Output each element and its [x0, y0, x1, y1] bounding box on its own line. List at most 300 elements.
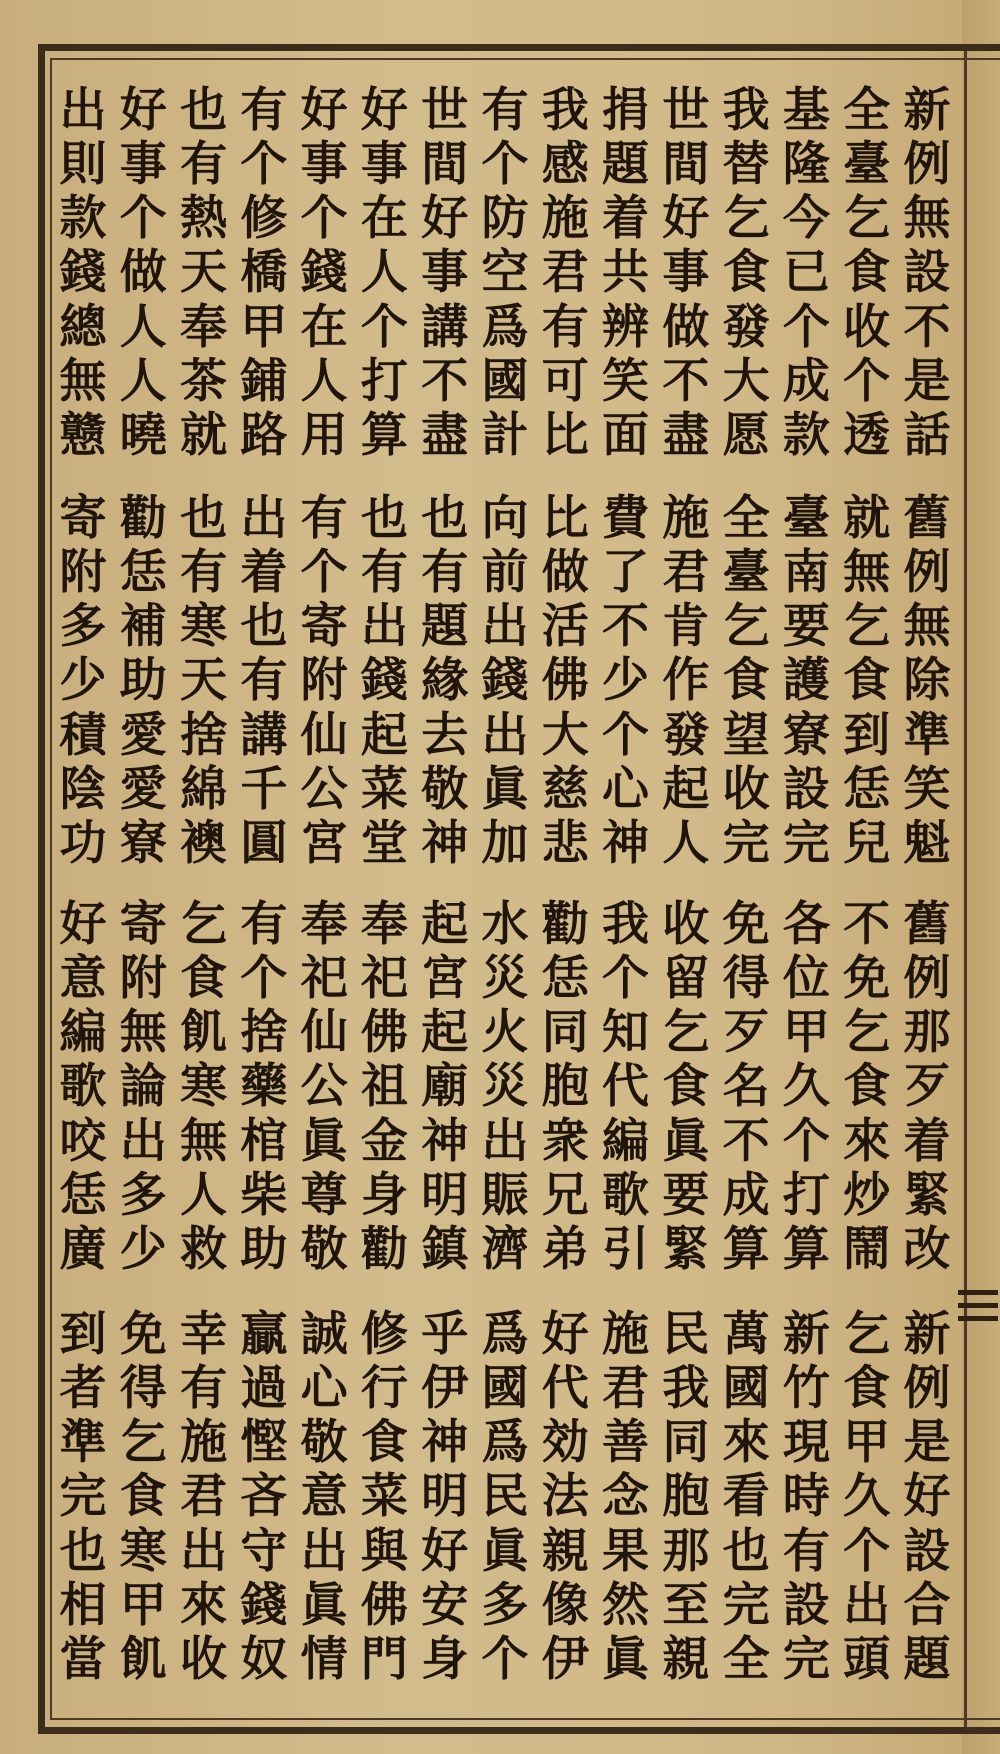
glyph: 笑: [602, 353, 650, 409]
glyph: 款: [782, 407, 830, 463]
glyph: 感: [541, 137, 589, 193]
page-marker-stroke: [958, 1303, 998, 1308]
glyph: 陰: [59, 761, 107, 817]
glyph: 个: [360, 299, 408, 355]
verse-column: [537, 491, 593, 871]
glyph: 意: [59, 951, 107, 1007]
glyph: 奴: [240, 1631, 288, 1687]
glyph: 國: [722, 1361, 770, 1417]
glyph: 食: [360, 1415, 408, 1471]
verse-column: [115, 491, 171, 871]
glyph: 事: [360, 137, 408, 193]
glyph: 有: [421, 545, 469, 601]
glyph: 助: [119, 653, 167, 709]
glyph: 緊: [903, 1167, 951, 1223]
glyph: 名: [722, 1059, 770, 1115]
glyph: 廣: [59, 1221, 107, 1277]
verse-column: [598, 897, 654, 1277]
glyph: 个: [843, 1523, 891, 1579]
glyph: 也: [180, 83, 228, 138]
glyph: 施: [602, 1307, 650, 1362]
glyph: 那: [903, 1005, 951, 1061]
glyph: 乞: [119, 1415, 167, 1471]
glyph: 乞: [662, 1005, 710, 1061]
glyph: 緣: [421, 653, 469, 709]
glyph: 笑: [903, 761, 951, 817]
glyph: 人: [119, 299, 167, 355]
glyph: 有: [240, 653, 288, 709]
glyph: 完: [782, 1631, 830, 1687]
glyph: 善: [602, 1415, 650, 1471]
glyph: 舊: [903, 491, 951, 546]
glyph: 眞: [300, 1113, 348, 1169]
glyph: 爲: [481, 299, 529, 355]
glyph: 完: [722, 815, 770, 871]
edge-rule: [964, 44, 967, 1734]
glyph: 出: [180, 1523, 228, 1579]
verse-column: [417, 1307, 473, 1687]
verse-column: [899, 1307, 955, 1687]
glyph: 食: [843, 1361, 891, 1417]
glyph: 堂: [360, 815, 408, 871]
glyph: 成: [782, 353, 830, 409]
glyph: 奉: [360, 897, 408, 952]
glyph: 食: [119, 1469, 167, 1525]
glyph: 題: [903, 1631, 951, 1687]
glyph: 去: [421, 707, 469, 763]
glyph: 好: [421, 191, 469, 247]
glyph: 果: [602, 1523, 650, 1579]
glyph: 寒: [180, 1059, 228, 1115]
verse-column: [417, 83, 473, 463]
glyph: 乞: [180, 897, 228, 952]
verse-column: [417, 897, 473, 1277]
glyph: 个: [481, 137, 529, 193]
glyph: 好: [662, 191, 710, 247]
glyph: 與: [360, 1523, 408, 1579]
glyph: 錢: [59, 245, 107, 301]
glyph: 錢: [360, 653, 408, 709]
verse-column: [537, 83, 593, 463]
glyph: 也: [360, 491, 408, 546]
glyph: 好: [59, 897, 107, 952]
glyph: 無: [843, 545, 891, 601]
glyph: 个: [240, 951, 288, 1007]
glyph: 有: [541, 299, 589, 355]
verse-column: [236, 1307, 292, 1687]
verse-column: [356, 1307, 412, 1687]
verse-column: [356, 491, 412, 871]
glyph: 者: [59, 1361, 107, 1417]
glyph: 是: [903, 353, 951, 409]
glyph: 棺: [240, 1113, 288, 1169]
glyph: 佛: [541, 653, 589, 709]
glyph: 講: [421, 299, 469, 355]
glyph: 新: [903, 1307, 951, 1362]
glyph: 个: [481, 1631, 529, 1687]
glyph: 多: [119, 1167, 167, 1223]
glyph: 个: [782, 299, 830, 355]
glyph: 親: [662, 1631, 710, 1687]
glyph: 綿: [180, 761, 228, 817]
verse-column: [839, 1307, 895, 1687]
glyph: 恁: [119, 545, 167, 601]
glyph: 神: [602, 815, 650, 871]
glyph: 肯: [662, 599, 710, 655]
glyph: 勸: [541, 897, 589, 952]
verse-column: [899, 897, 955, 1277]
verse-column: [477, 83, 533, 463]
frame-top-rule: [38, 44, 1000, 51]
glyph: 鋪: [240, 353, 288, 409]
glyph: 我: [662, 1361, 710, 1417]
glyph: 無: [59, 353, 107, 409]
verse-column: [55, 1307, 111, 1687]
glyph: 仙: [300, 707, 348, 763]
verse-column: [477, 1307, 533, 1687]
glyph: 到: [843, 707, 891, 763]
glyph: 歹: [722, 1005, 770, 1061]
glyph: 準: [59, 1415, 107, 1471]
glyph: 比: [541, 407, 589, 463]
glyph: 事: [421, 245, 469, 301]
glyph: 戆: [59, 407, 107, 463]
glyph: 乞: [843, 599, 891, 655]
glyph: 火: [481, 1005, 529, 1061]
glyph: 護: [782, 653, 830, 709]
glyph: 熱: [180, 191, 228, 247]
glyph: 食: [843, 245, 891, 301]
glyph: 起: [421, 1005, 469, 1061]
glyph: 捨: [180, 707, 228, 763]
glyph: 事: [119, 137, 167, 193]
glyph: 成: [722, 1167, 770, 1223]
verse-column: [778, 897, 834, 1277]
glyph: 附: [119, 951, 167, 1007]
glyph: 施: [662, 491, 710, 546]
glyph: 錢: [240, 1577, 288, 1633]
glyph: 好: [421, 1523, 469, 1579]
glyph: 神: [421, 815, 469, 871]
glyph: 完: [722, 1577, 770, 1633]
glyph: 不: [662, 353, 710, 409]
glyph: 人: [119, 353, 167, 409]
glyph: 算: [722, 1221, 770, 1277]
verse-column: [839, 897, 895, 1277]
glyph: 舊: [903, 897, 951, 952]
verse-column: [658, 83, 714, 463]
glyph: 好: [119, 83, 167, 138]
verse-column: [477, 491, 533, 871]
glyph: 臺: [843, 137, 891, 193]
glyph: 歹: [903, 1059, 951, 1115]
glyph: 收: [722, 761, 770, 817]
glyph: 改: [903, 1221, 951, 1277]
verse-column: [778, 1307, 834, 1687]
glyph: 合: [903, 1577, 951, 1633]
glyph: 飢: [119, 1631, 167, 1687]
glyph: 可: [541, 353, 589, 409]
glyph: 題: [602, 137, 650, 193]
glyph: 恁: [843, 761, 891, 817]
verse-column: [55, 83, 111, 463]
verse-column: [356, 83, 412, 463]
verse-block-3: [55, 897, 955, 1277]
glyph: 久: [782, 1059, 830, 1115]
glyph: 事: [662, 245, 710, 301]
glyph: 大: [541, 707, 589, 763]
glyph: 个: [300, 191, 348, 247]
glyph: 透: [843, 407, 891, 463]
page-marker: [955, 1290, 1000, 1321]
glyph: 設: [903, 1523, 951, 1579]
glyph: 就: [180, 407, 228, 463]
glyph: 補: [119, 599, 167, 655]
glyph: 講: [240, 707, 288, 763]
glyph: 那: [662, 1523, 710, 1579]
glyph: 好: [300, 83, 348, 138]
glyph: 心: [602, 761, 650, 817]
glyph: 眞: [481, 1523, 529, 1579]
glyph: 鬧: [843, 1221, 891, 1277]
glyph: 話: [903, 407, 951, 463]
glyph: 恁: [59, 1167, 107, 1223]
glyph: 襖: [180, 815, 228, 871]
glyph: 設: [782, 1577, 830, 1633]
glyph: 論: [119, 1059, 167, 1115]
glyph: 眞: [300, 1577, 348, 1633]
verse-column: [778, 83, 834, 463]
glyph: 題: [421, 599, 469, 655]
glyph: 食: [722, 653, 770, 709]
glyph: 準: [903, 707, 951, 763]
glyph: 了: [602, 545, 650, 601]
glyph: 竹: [782, 1361, 830, 1417]
verse-column: [839, 83, 895, 463]
glyph: 賑: [481, 1167, 529, 1223]
glyph: 民: [481, 1469, 529, 1525]
glyph: 民: [662, 1307, 710, 1362]
page-marker-stroke: [958, 1316, 998, 1321]
glyph: 情: [300, 1631, 348, 1687]
glyph: 盡: [421, 407, 469, 463]
glyph: 兄: [541, 1167, 589, 1223]
glyph: 新: [903, 83, 951, 138]
glyph: 無: [903, 191, 951, 247]
glyph: 贏: [240, 1307, 288, 1362]
glyph: 緊: [662, 1221, 710, 1277]
glyph: 引: [602, 1221, 650, 1277]
glyph: 着: [602, 191, 650, 247]
glyph: 寮: [782, 707, 830, 763]
glyph: 算: [782, 1221, 830, 1277]
glyph: 南: [782, 545, 830, 601]
glyph: 眞: [481, 761, 529, 817]
glyph: 我: [722, 83, 770, 138]
glyph: 甲: [843, 1415, 891, 1471]
glyph: 有: [180, 545, 228, 601]
verse-column: [598, 83, 654, 463]
verse-column: [296, 83, 352, 463]
glyph: 人: [180, 1167, 228, 1223]
verse-column: [598, 1307, 654, 1687]
glyph: 各: [782, 897, 830, 952]
glyph: 食: [843, 653, 891, 709]
glyph: 佛: [360, 1005, 408, 1061]
glyph: 是: [903, 1415, 951, 1471]
glyph: 出: [481, 599, 529, 655]
glyph: 出: [360, 599, 408, 655]
glyph: 親: [541, 1523, 589, 1579]
glyph: 人: [360, 245, 408, 301]
glyph: 弟: [541, 1221, 589, 1277]
glyph: 臺: [722, 545, 770, 601]
glyph: 像: [541, 1577, 589, 1633]
glyph: 施: [541, 191, 589, 247]
glyph: 甲: [782, 1005, 830, 1061]
glyph: 出: [481, 707, 529, 763]
glyph: 款: [59, 191, 107, 247]
glyph: 水: [481, 897, 529, 952]
verse-column: [55, 491, 111, 871]
glyph: 勸: [360, 1221, 408, 1277]
glyph: 廟: [421, 1059, 469, 1115]
glyph: 隆: [782, 137, 830, 193]
glyph: 代: [541, 1361, 589, 1417]
verse-column: [537, 897, 593, 1277]
glyph: 好: [360, 83, 408, 138]
glyph: 个: [119, 191, 167, 247]
glyph: 人: [300, 353, 348, 409]
glyph: 公: [300, 1059, 348, 1115]
glyph: 活: [541, 599, 589, 655]
glyph: 大: [722, 353, 770, 409]
glyph: 世: [662, 83, 710, 138]
glyph: 多: [59, 599, 107, 655]
verse-column: [718, 897, 774, 1277]
glyph: 歌: [59, 1059, 107, 1115]
glyph: 金: [360, 1113, 408, 1169]
glyph: 留: [662, 951, 710, 1007]
glyph: 个: [602, 707, 650, 763]
glyph: 前: [481, 545, 529, 601]
glyph: 路: [240, 407, 288, 463]
glyph: 看: [722, 1469, 770, 1525]
inner-left-rule: [50, 58, 52, 1720]
verse-column: [296, 491, 352, 871]
glyph: 我: [541, 83, 589, 138]
glyph: 有: [240, 83, 288, 138]
glyph: 千: [240, 761, 288, 817]
glyph: 誠: [300, 1307, 348, 1362]
glyph: 甲: [240, 299, 288, 355]
glyph: 編: [602, 1113, 650, 1169]
glyph: 少: [602, 653, 650, 709]
glyph: 藥: [240, 1059, 288, 1115]
glyph: 無: [180, 1113, 228, 1169]
glyph: 免: [722, 897, 770, 952]
glyph: 宮: [300, 815, 348, 871]
glyph: 附: [59, 545, 107, 601]
glyph: 過: [240, 1361, 288, 1417]
glyph: 現: [782, 1415, 830, 1471]
glyph: 尊: [300, 1167, 348, 1223]
glyph: 着: [240, 545, 288, 601]
glyph: 起: [662, 761, 710, 817]
verse-column: [899, 491, 955, 871]
glyph: 救: [180, 1221, 228, 1277]
glyph: 敬: [300, 1221, 348, 1277]
glyph: 菜: [360, 761, 408, 817]
glyph: 不: [602, 599, 650, 655]
glyph: 天: [180, 245, 228, 301]
glyph: 打: [782, 1167, 830, 1223]
glyph: 歌: [602, 1167, 650, 1223]
glyph: 食: [843, 1059, 891, 1115]
glyph: 明: [421, 1469, 469, 1525]
glyph: 鎮: [421, 1221, 469, 1277]
glyph: 柴: [240, 1167, 288, 1223]
glyph: 天: [180, 653, 228, 709]
glyph: 用: [300, 407, 348, 463]
frame-left-rule: [38, 44, 45, 1734]
glyph: 除: [903, 653, 951, 709]
glyph: 也: [722, 1523, 770, 1579]
glyph: 君: [662, 545, 710, 601]
glyph: 胞: [662, 1469, 710, 1525]
glyph: 爲: [481, 1307, 529, 1362]
glyph: 个: [843, 353, 891, 409]
glyph: 乞: [722, 599, 770, 655]
glyph: 魁: [903, 815, 951, 871]
glyph: 捐: [602, 83, 650, 138]
glyph: 全: [722, 491, 770, 546]
glyph: 知: [602, 1005, 650, 1061]
glyph: 也: [421, 491, 469, 546]
glyph: 替: [722, 137, 770, 193]
glyph: 則: [59, 137, 107, 193]
glyph: 行: [360, 1361, 408, 1417]
glyph: 也: [180, 491, 228, 546]
glyph: 做: [541, 545, 589, 601]
glyph: 編: [59, 1005, 107, 1061]
glyph: 設: [903, 245, 951, 301]
glyph: 勸: [119, 491, 167, 546]
glyph: 眞: [662, 1113, 710, 1169]
verse-block-2: [55, 491, 955, 871]
glyph: 來: [843, 1113, 891, 1169]
glyph: 出: [843, 1577, 891, 1633]
glyph: 望: [722, 707, 770, 763]
glyph: 無: [903, 599, 951, 655]
glyph: 出: [119, 1113, 167, 1169]
glyph: 身: [421, 1631, 469, 1687]
glyph: 頭: [843, 1631, 891, 1687]
glyph: 來: [180, 1577, 228, 1633]
glyph: 慈: [541, 761, 589, 817]
glyph: 間: [421, 137, 469, 193]
glyph: 不: [421, 353, 469, 409]
glyph: 就: [843, 491, 891, 546]
verse-column: [236, 897, 292, 1277]
verse-column: [658, 491, 714, 871]
glyph: 佛: [360, 1577, 408, 1633]
glyph: 明: [421, 1167, 469, 1223]
glyph: 寒: [180, 599, 228, 655]
glyph: 位: [782, 951, 830, 1007]
glyph: 衆: [541, 1113, 589, 1169]
glyph: 好: [541, 1307, 589, 1362]
